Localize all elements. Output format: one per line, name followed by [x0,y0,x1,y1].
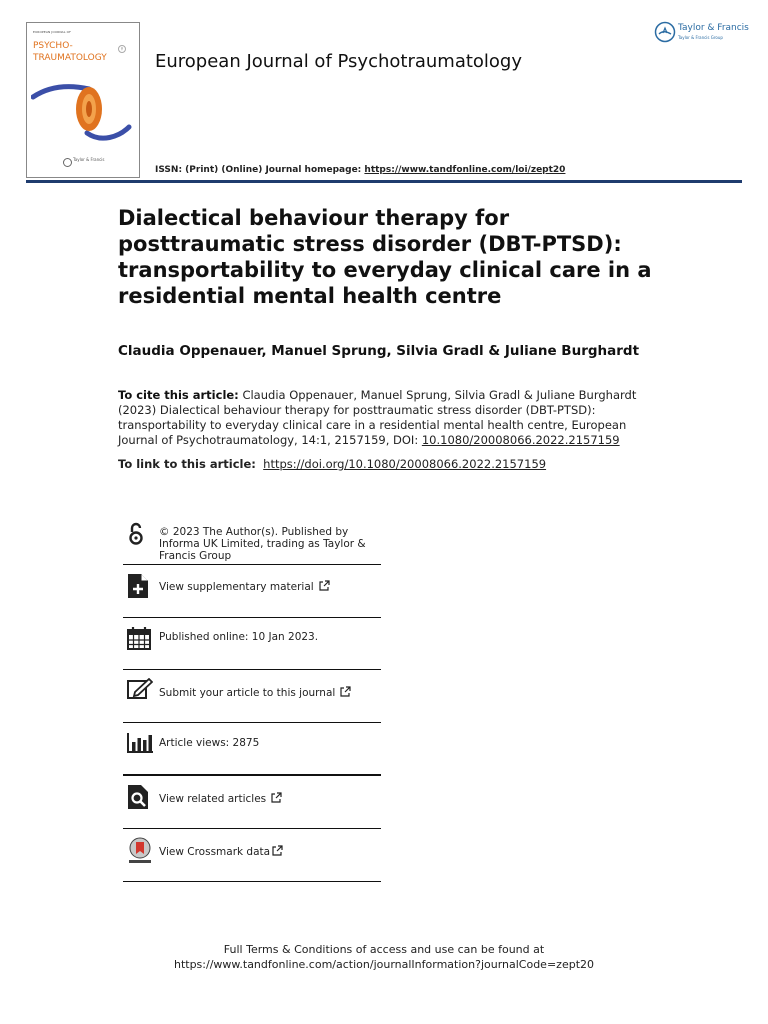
crossmark-icon [127,837,153,865]
related-articles-link[interactable]: View related articles [159,793,267,805]
citation-label: To cite this article: [118,388,239,402]
crossmark-row[interactable] [123,829,381,882]
views-row [123,723,381,776]
published-date: Published online: 10 Jan 2023. [159,631,319,643]
journal-homepage-link[interactable]: https://www.tandfonline.com/loi/zept20 [364,165,566,175]
article-link-line [118,457,546,471]
doi-link[interactable]: 10.1080/20008066.2022.2157159 [421,433,620,447]
citation-text: Claudia Oppenauer, Manuel Sprung, Silvia Gradl & Juliane Burghardt (2023) Dialectical behaviour therapy for posttraumatic stress disorder (DBT-PTSD): transportability to everyday clinical care in a residential mental health centre, European Journal of Psychotraumatology, 14:1, 2157159, DOI: [118,388,637,447]
cover-art [31,71,135,157]
publisher-subname: Taylor & Francis Group [678,35,723,40]
external-link-icon [319,580,330,591]
external-link-icon [272,845,283,856]
taylor-francis-logo-icon [654,21,676,43]
copyright-text: © 2023 The Author(s). Published by Informa UK Limited, trading as Taylor & Francis Group [159,526,366,562]
journal-cover [26,22,140,178]
article-doi-url[interactable]: https://doi.org/10.1080/20008066.2022.2157159 [263,457,547,471]
link-label: To link to this article: [118,457,256,471]
publisher-logo[interactable] [654,21,749,47]
cover-badge: ⚲ [118,45,126,53]
issn-text: ISSN: (Print) (Online) Journal homepage: [155,165,365,175]
supplementary-row[interactable] [123,565,381,618]
footer-line1: Full Terms & Conditions of access and use can be found at [223,943,545,956]
submit-row[interactable] [123,670,381,723]
supplementary-link[interactable]: View supplementary material [159,581,314,593]
document-plus-icon [127,573,149,599]
crossmark-link[interactable]: View Crossmark data [159,846,271,858]
external-link-icon [340,686,351,697]
copyright-row [123,520,381,565]
external-link-icon [271,792,282,803]
footer-terms-url[interactable]: https://www.tandfonline.com/action/journalInformation?journalCode=zept20 [173,958,595,971]
article-authors: Claudia Oppenauer, Manuel Sprung, Silvia Gradl & Juliane Burghardt [118,343,640,359]
related-row[interactable] [123,776,381,829]
journal-title: European Journal of Psychotraumatology [155,51,523,72]
published-row [123,618,381,670]
cover-title: PSYCHO- TRAUMATOLOGY [33,41,107,63]
footer [0,942,768,972]
publisher-name: Taylor & Francis [678,23,749,33]
search-document-icon [127,784,149,810]
header-rule [26,180,742,183]
cover-publisher-icon [63,158,72,167]
article-views: Article views: 2875 [159,737,260,749]
edit-icon [127,678,153,700]
cover-publisher: Taylor & Francis [73,157,105,162]
open-access-icon [127,522,145,546]
calendar-icon [127,626,151,650]
cover-heading: EUROPEAN JOURNAL OF [33,30,71,34]
issn-line [155,165,565,175]
article-title: Dialectical behaviour therapy for posttraumatic stress disorder (DBT-PTSD): transportability to everyday clinical care in a residential mental health centre [118,206,652,308]
bar-chart-icon [127,733,153,753]
citation [118,388,658,448]
submit-article-link[interactable]: Submit your article to this journal [159,687,336,699]
